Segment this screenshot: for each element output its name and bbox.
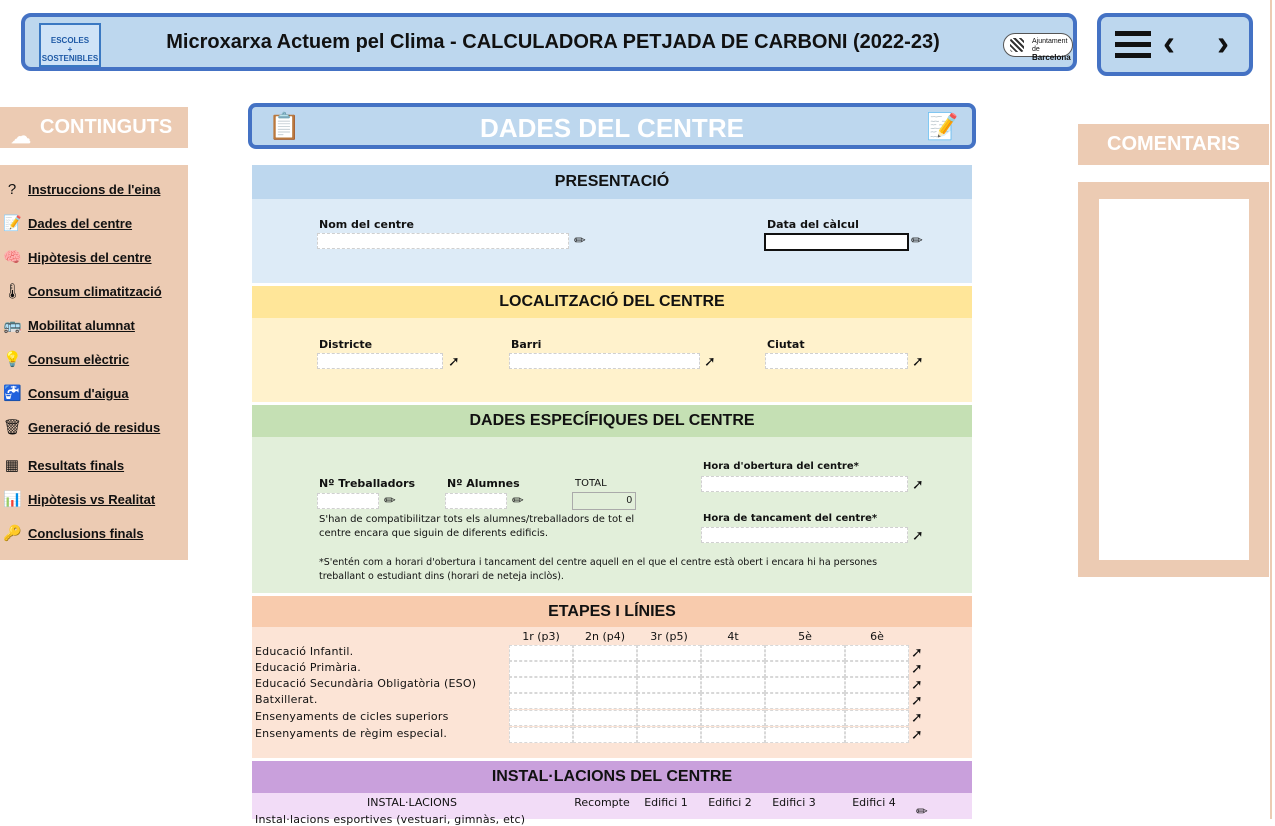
lightbulb-icon: 💡 bbox=[3, 351, 22, 368]
etapes-cell-input[interactable] bbox=[701, 661, 765, 677]
hands-icon: ☁ bbox=[11, 126, 31, 148]
clipboard-edit-icon: 📝 bbox=[926, 111, 959, 141]
right-border-line bbox=[1270, 0, 1272, 819]
section-banner bbox=[248, 103, 976, 149]
etapes-cell-input[interactable] bbox=[509, 693, 573, 709]
nav-controls bbox=[1097, 13, 1253, 76]
etapes-cell-input[interactable] bbox=[573, 645, 637, 661]
col-header: 5è bbox=[798, 630, 812, 643]
trash-icon: 🗑 bbox=[3, 419, 23, 436]
cursor-arrow-icon: ➚ bbox=[911, 644, 923, 660]
etapes-cell-input[interactable] bbox=[845, 693, 909, 709]
etapes-heading: ETAPES I LÍNIES bbox=[252, 596, 972, 627]
sidebar-item-aigua[interactable] bbox=[0, 384, 188, 404]
key-icon: 🔑 bbox=[3, 525, 22, 542]
sidebar-item-hipotesis-realitat[interactable] bbox=[0, 490, 188, 510]
pencil-icon: ✏ bbox=[512, 492, 524, 508]
note-compatibilitzar: S'han de compatibilitzar tots els alumnes/treballadors de tot el centre encara que siguin de diferents edificis. bbox=[319, 514, 635, 539]
col-header: Edifici 1 bbox=[644, 796, 688, 809]
etapes-cell-input[interactable] bbox=[701, 710, 765, 726]
etapes-cell-input[interactable] bbox=[765, 727, 845, 743]
etapes-cell-input[interactable] bbox=[765, 645, 845, 661]
alumnes-label: Nº Alumnes bbox=[447, 477, 520, 490]
sidebar-item-label[interactable]: Consum d'aigua bbox=[28, 386, 129, 401]
sidebar-menu bbox=[0, 165, 188, 560]
logo-line-1: ESCOLES bbox=[50, 36, 90, 45]
sidebar-item-label[interactable]: Conclusions finals bbox=[28, 526, 144, 541]
pencil-icon: ✏ bbox=[574, 232, 586, 248]
cursor-arrow-icon: ➚ bbox=[704, 353, 716, 369]
sidebar-item-label[interactable]: Consum climatització bbox=[28, 284, 162, 299]
col-header: Edifici 3 bbox=[772, 796, 816, 809]
cursor-arrow-icon: ➚ bbox=[912, 476, 924, 492]
etapes-cell-input[interactable] bbox=[701, 693, 765, 709]
cursor-arrow-icon: ➚ bbox=[911, 660, 923, 676]
cursor-arrow-icon: ➚ bbox=[912, 353, 924, 369]
etapes-cell-input[interactable] bbox=[845, 645, 909, 661]
sidebar-item-label[interactable]: Dades del centre bbox=[28, 216, 133, 231]
edit-note-icon: 📝 bbox=[3, 215, 22, 232]
ajuntament-barcelona-logo bbox=[1003, 33, 1073, 62]
cursor-arrow-icon: ➚ bbox=[911, 692, 923, 708]
etapes-cell-input[interactable] bbox=[845, 677, 909, 693]
sidebar-item-residus[interactable] bbox=[0, 418, 188, 438]
treballadors-label: Nº Treballadors bbox=[319, 477, 416, 490]
hamburger-icon[interactable] bbox=[1115, 31, 1151, 61]
etapes-cell-input[interactable] bbox=[573, 693, 637, 709]
col-header: Edifici 2 bbox=[708, 796, 752, 809]
sidebar-item-label[interactable]: Instruccions de l'eina bbox=[28, 182, 161, 197]
instal-heading: INSTAL·LACIONS DEL CENTRE bbox=[252, 761, 972, 793]
sidebar-title bbox=[0, 107, 188, 148]
treballadors-input[interactable] bbox=[317, 493, 379, 509]
etapes-cell-input[interactable] bbox=[701, 645, 765, 661]
comments-panel bbox=[1078, 182, 1269, 577]
col-header: Edifici 4 bbox=[852, 796, 896, 809]
etapes-cell-input[interactable] bbox=[509, 645, 573, 661]
next-arrow-icon[interactable]: › bbox=[1217, 22, 1229, 63]
etapes-cell-input[interactable] bbox=[573, 661, 637, 677]
etapes-cell-input[interactable] bbox=[765, 661, 845, 677]
ajuntament-line-1: Ajuntament de bbox=[1032, 38, 1068, 53]
sidebar-item-resultats[interactable] bbox=[0, 456, 188, 476]
sidebar-item-label[interactable]: Resultats finals bbox=[28, 458, 125, 473]
col-header: 4t bbox=[727, 630, 739, 643]
obertura-select[interactable] bbox=[701, 476, 908, 492]
etapes-cell-input[interactable] bbox=[509, 710, 573, 726]
sidebar-item-label[interactable]: Generació de residus bbox=[28, 420, 161, 435]
etapes-cell-input[interactable] bbox=[701, 727, 765, 743]
thermometer-icon: 🌡 bbox=[3, 283, 23, 300]
sidebar-item-label[interactable]: Hipòtesis del centre bbox=[28, 250, 152, 265]
etapes-cell-input[interactable] bbox=[637, 727, 701, 743]
sidebar-item-dades[interactable] bbox=[0, 214, 188, 234]
sidebar-item-label[interactable]: Hipòtesis vs Realitat bbox=[28, 492, 156, 507]
ciutat-select[interactable] bbox=[765, 353, 908, 369]
data-calcul-input[interactable] bbox=[764, 233, 909, 251]
logo-line-2: + SOSTENIBLES bbox=[41, 45, 99, 63]
sidebar-item-instruccions[interactable] bbox=[0, 180, 188, 200]
sidebar-item-conclusions[interactable] bbox=[0, 524, 188, 544]
row-label: Educació Infantil. bbox=[255, 645, 354, 658]
sidebar-item-electric[interactable] bbox=[0, 350, 188, 370]
ajuntament-line-2: Barcelona bbox=[1032, 53, 1071, 62]
col-header: 1r (p3) bbox=[522, 630, 560, 643]
app-title: Microxarxa Actuem pel Clima - CALCULADORA PETJADA DE CARBONI (2022-23) bbox=[166, 31, 940, 53]
obertura-label: Hora d'obertura del centre* bbox=[703, 461, 859, 472]
localitzacio-heading: LOCALITZACIÓ DEL CENTRE bbox=[252, 286, 972, 318]
row-label: Ensenyaments de cicles superiors bbox=[255, 710, 449, 723]
col-header: INSTAL·LACIONS bbox=[367, 796, 457, 809]
total-label: TOTAL bbox=[575, 478, 607, 489]
barri-select[interactable] bbox=[509, 353, 700, 369]
barri-label: Barri bbox=[511, 338, 542, 351]
etapes-cell-input[interactable] bbox=[845, 710, 909, 726]
districte-label: Districte bbox=[319, 338, 373, 351]
etapes-table bbox=[252, 627, 972, 757]
etapes-cell-input[interactable] bbox=[845, 661, 909, 677]
etapes-cell-input[interactable] bbox=[765, 677, 845, 693]
etapes-cell-input[interactable] bbox=[845, 727, 909, 743]
head-icon: 🧠 bbox=[3, 249, 22, 266]
instal-table bbox=[252, 793, 972, 826]
col-header: 3r (p5) bbox=[650, 630, 688, 643]
sidebar-item-hipotesis[interactable] bbox=[0, 248, 188, 268]
cursor-arrow-icon: ➚ bbox=[911, 676, 923, 692]
sidebar-item-label[interactable]: Consum elèctric bbox=[28, 352, 130, 367]
barcelona-crest-icon bbox=[1010, 38, 1024, 52]
pencil-icon: ✏ bbox=[384, 492, 396, 508]
especifiques-heading: DADES ESPECÍFIQUES DEL CENTRE bbox=[252, 405, 972, 437]
sidebar-item-mobilitat[interactable] bbox=[0, 316, 188, 336]
nom-centre-input[interactable] bbox=[317, 233, 569, 249]
etapes-cell-input[interactable] bbox=[509, 727, 573, 743]
sidebar-item-climatitzacio[interactable] bbox=[0, 282, 188, 302]
clipboard-icon: 📋 bbox=[268, 111, 301, 141]
presentacio-heading: PRESENTACIÓ bbox=[252, 165, 972, 199]
row-label: Educació Primària. bbox=[255, 661, 361, 674]
note-horari: *S'entén com a horari d'obertura i tancament del centre aquell en el que el centre està obert i encara hi ha persones treballant o estudiant dins (horari de neteja inclòs). bbox=[319, 557, 878, 582]
row-label: Batxillerat. bbox=[255, 693, 318, 706]
cursor-arrow-icon: ➚ bbox=[911, 709, 923, 725]
etapes-cell-input[interactable] bbox=[509, 661, 573, 677]
nom-centre-label: Nom del centre bbox=[319, 218, 414, 231]
bus-icon: 🚌 bbox=[3, 317, 22, 334]
row-label: Instal·lacions esportives (vestuari, gimnàs, etc) bbox=[255, 813, 526, 826]
prev-arrow-icon[interactable]: ‹ bbox=[1163, 22, 1175, 63]
cursor-arrow-icon: ➚ bbox=[912, 527, 924, 543]
data-calcul-label: Data del càlcul bbox=[767, 218, 859, 231]
etapes-cell-input[interactable] bbox=[637, 710, 701, 726]
col-header: 6è bbox=[870, 630, 884, 643]
comments-textbox[interactable] bbox=[1099, 199, 1249, 560]
etapes-cell-input[interactable] bbox=[637, 661, 701, 677]
sidebar-title-text: CONTINGUTS bbox=[40, 116, 173, 138]
ciutat-label: Ciutat bbox=[767, 338, 805, 351]
page-title: DADES DEL CENTRE bbox=[480, 113, 744, 143]
etapes-cell-input[interactable] bbox=[765, 710, 845, 726]
comments-title: COMENTARIS bbox=[1078, 124, 1269, 165]
sidebar-item-label[interactable]: Mobilitat alumnat bbox=[28, 318, 135, 333]
bar-chart-icon: 📊 bbox=[3, 491, 22, 508]
etapes-cell-input[interactable] bbox=[573, 727, 637, 743]
total-value: 0 bbox=[572, 492, 636, 510]
cursor-arrow-icon: ➚ bbox=[911, 726, 923, 742]
row-label: Educació Secundària Obligatòria (ESO) bbox=[255, 677, 477, 690]
etapes-cell-input[interactable] bbox=[637, 693, 701, 709]
tancament-select[interactable] bbox=[701, 527, 908, 543]
districte-select[interactable] bbox=[317, 353, 443, 369]
etapes-cell-input[interactable] bbox=[573, 677, 637, 693]
etapes-cell-input[interactable] bbox=[701, 677, 765, 693]
col-header: 2n (p4) bbox=[584, 630, 626, 643]
tancament-label: Hora de tancament del centre* bbox=[703, 513, 878, 524]
grid-icon: ▦ bbox=[4, 457, 20, 474]
header-bar bbox=[21, 13, 1077, 71]
etapes-cell-input[interactable] bbox=[637, 645, 701, 661]
pencil-icon: ✏ bbox=[916, 803, 928, 819]
row-label: Ensenyaments de règim especial. bbox=[255, 727, 448, 740]
help-icon: ? bbox=[7, 181, 17, 198]
etapes-cell-input[interactable] bbox=[765, 693, 845, 709]
etapes-cell-input[interactable] bbox=[573, 710, 637, 726]
etapes-cell-input[interactable] bbox=[637, 677, 701, 693]
etapes-cell-input[interactable] bbox=[509, 677, 573, 693]
pencil-icon: ✏ bbox=[911, 232, 923, 248]
alumnes-input[interactable] bbox=[445, 493, 507, 509]
faucet-icon: 🚰 bbox=[3, 385, 22, 402]
col-header: Recompte bbox=[574, 796, 630, 809]
cursor-arrow-icon: ➚ bbox=[448, 353, 460, 369]
